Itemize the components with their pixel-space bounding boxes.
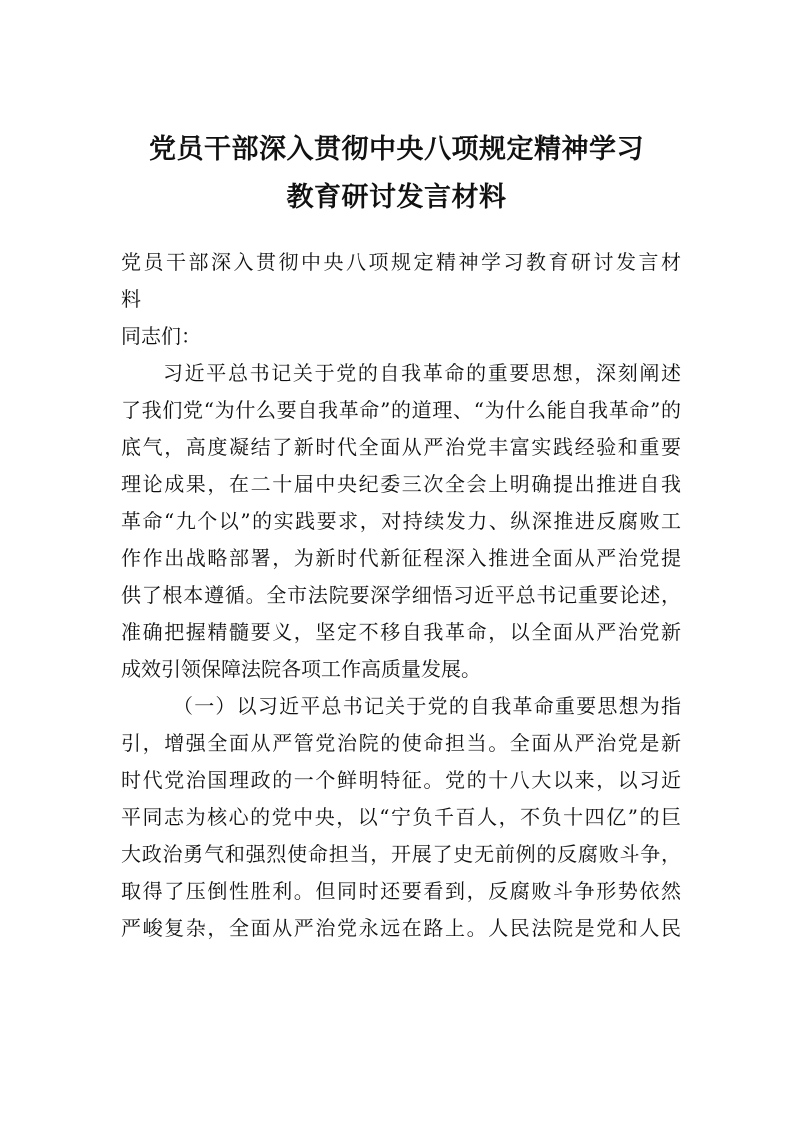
paragraph-line: 准确把握精髓要义，坚定不移自我革命，以全面从严治党新 [121,620,681,644]
section-heading-line: （一）以习近平总书记关于党的自我革命重要思想为指 [173,694,681,718]
paragraph-line: 平同志为核心的党中央，以“宁负千百人，不负十四亿”的巨 [121,805,681,829]
document-title-line-1: 党员干部深入贯彻中央八项规定精神学习 [149,134,644,165]
subtitle-line: 党员干部深入贯彻中央八项规定精神学习教育研讨发言材 [121,250,681,274]
paragraph-line: 理论成果，在二十届中央纪委三次全会上明确提出推进自我 [121,472,681,496]
paragraph-line: 引，增强全面从严管党治院的使命担当。全面从严治党是新 [121,731,681,755]
paragraph-line: 严峻复杂，全面从严治党永远在路上。人民法院是党和人民 [121,916,681,940]
paragraph-line: 了我们党“为什么要自我革命”的道理、“为什么能自我革命”的 [121,398,681,422]
paragraph-line: 大政治勇气和强烈使命担当，开展了史无前例的反腐败斗争， [121,842,681,866]
document-title-line-2: 教育研讨发言材料 [286,182,507,213]
paragraph-line: 习近平总书记关于党的自我革命的重要思想，深刻阐述 [163,361,681,385]
paragraph-line: 底气，高度凝结了新时代全面从严治党丰富实践经验和重要 [121,435,681,459]
document-body [121,244,681,947]
paragraph-line: 革命“九个以”的实践要求，对持续发力、纵深推进反腐败工 [121,509,681,533]
paragraph-line: 成效引领保障法院各项工作高质量发展。 [121,657,481,681]
paragraph-line: 取得了压倒性胜利。但同时还要看到，反腐败斗争形势依然 [121,879,681,903]
paragraph-line: 作作出战略部署，为新时代新征程深入推进全面从严治党提 [121,546,681,570]
subtitle-line: 料 [121,287,141,311]
paragraph-line: 时代党治国理政的一个鲜明特征。党的十八大以来，以习近 [121,768,681,792]
salutation: 同志们： [121,324,201,348]
paragraph-line: 供了根本遵循。全市法院要深学细悟习近平总书记重要论述， [121,583,681,607]
